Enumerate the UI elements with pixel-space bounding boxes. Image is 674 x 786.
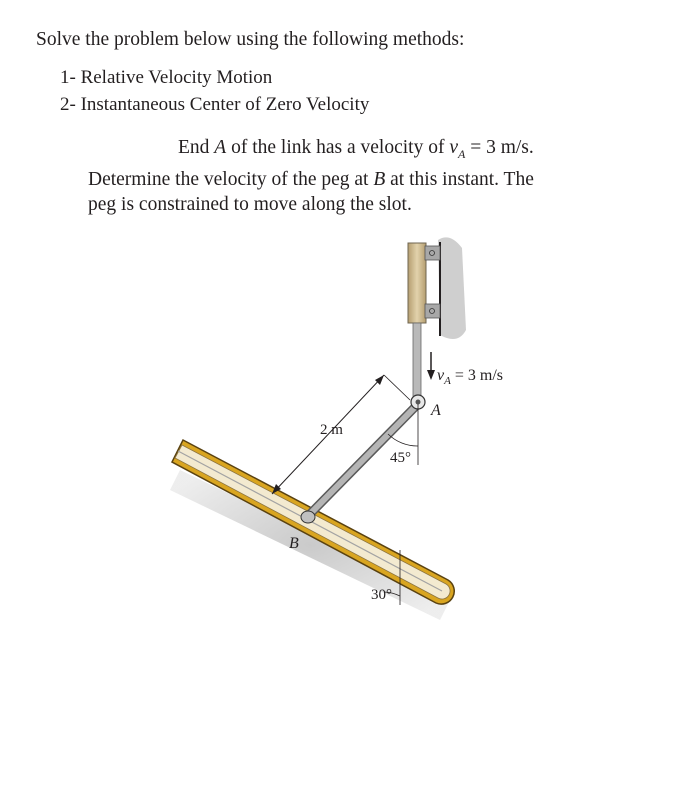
peg-B [301,511,315,523]
problem-line-2: Determine the velocity of the peg at B at this instant. The [88,168,534,190]
method-1: 1- Relative Velocity Motion [60,67,273,88]
link-length-label: 2 m [320,422,343,438]
velocity-arrow [427,352,435,380]
velocity-label: $v_A = 3$ m/s [437,367,503,387]
problem-line-1: End A of the link has a velocity of $v_A = 3$ m/s. [178,137,534,161]
problem-instructions: Solve the problem below using the following methods: [36,29,465,50]
method-2: 2- Instantaneous Center of Zero Velocity [60,94,370,115]
angle-30-label: 30° [371,587,392,603]
inclined-slot [172,440,454,604]
label-B: B [289,535,299,552]
slot-shadow [170,470,450,620]
problem-line-3: peg is constrained to move along the slot. [88,193,412,215]
slider-block [408,243,440,398]
angle-45-label: 45° [390,450,411,466]
wall [438,237,466,339]
label-A: A [431,402,441,419]
